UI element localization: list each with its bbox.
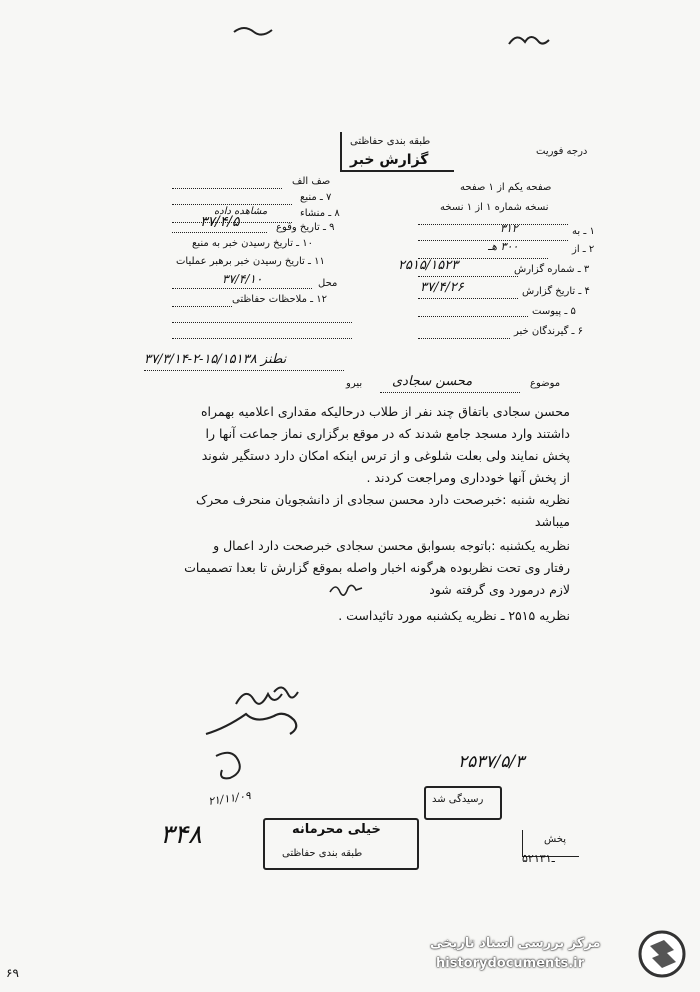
report-no-label: ۳ ـ شماره گزارش [514, 264, 590, 275]
subject-label: موضوع [530, 378, 561, 389]
body-line: نظریه شنبه :خبرصحت دارد محسن سجادی از دانشجویان منحرف محرک [195, 492, 570, 507]
body-line: نظریه ۲۵۱۵ ـ نظریه یکشنبه مورد تائیداست . [338, 608, 570, 623]
body-line: محسن سجادی باتفاق چند نفر از طلاب درحالیکه مقداری اعلامیه بهمراه [200, 404, 570, 419]
origin-label: ۸ ـ منشاء [300, 208, 340, 219]
event-date-value: ۳۷/۴/۵ [200, 214, 240, 230]
source-label: ۷ ـ منبع [300, 192, 332, 203]
body-line: رفتار وی تحت نظربوده هرگونه اخبار واصله بموقع گزارش تا بعدا تصمیمات [184, 560, 570, 575]
from-value: ۳۰۰ هـ [488, 240, 519, 253]
report-title: گزارش خبر [350, 152, 429, 168]
handwritten-date-note: ۲۱/۱۱/۰۹ [207, 789, 252, 808]
classification-footer: طبقه بندی حفاظتی [282, 848, 363, 859]
form-code: ۵۲ـ۱۳۱ [522, 852, 555, 865]
handwritten-signature [176, 676, 326, 816]
subject-value: محسن سجادی [392, 374, 473, 389]
recipients-label: ۶ ـ گیرندگان خبر [514, 326, 584, 337]
initials-signature [326, 580, 366, 600]
page-label: صفحه یکم از ۱ صفحه [460, 182, 552, 193]
to-value: ۳۱۲ [500, 222, 518, 235]
classification-stamp-text: خیلی محرمانه [292, 822, 381, 837]
page-number: ۶۹ [6, 966, 19, 980]
urgency-label: درجه فوریت [536, 146, 588, 157]
from-label: ۲ ـ از [572, 244, 595, 255]
body-line: پخش نمایند ولی بعلت شلوغی و از ترس اینکه امکان دارد دستگیر شوند [201, 448, 570, 463]
remarks-label: ۱۲ ـ ملاحظات حفاظتی [232, 294, 327, 305]
place-label: محل [318, 278, 338, 289]
received-ops-label: ۱۱ ـ تاریخ رسیدن خبر برهبر عملیات [176, 256, 325, 267]
copy-label: نسخه شماره ۱ از ۱ نسخه [440, 202, 549, 213]
seen-stamp-text: رسیدگی شد [432, 794, 484, 805]
report-date-value: ۳۷/۴/۲۶ [420, 280, 464, 295]
to-label: ۱ ـ به [572, 226, 595, 237]
attachment-label: ۵ ـ پیوست [532, 306, 576, 317]
circulation-label: پخش [544, 834, 566, 845]
event-date-label: ۹ ـ تاریخ وقوع [276, 222, 335, 233]
body-line: میباشد [534, 514, 570, 529]
watermark-org-name: مرکز بررسی اسناد تاریخی [430, 936, 601, 951]
body-line: داشتند وارد مسجد جامع شدند که در موقع برگزاری نماز جماعت آنها را [205, 426, 570, 441]
received-source-label: ۱۰ ـ تاریخ رسیدن خبر به منبع [192, 238, 314, 249]
ink-mark [230, 20, 280, 40]
body-line: لازم درمورد وی گرفته شود [429, 582, 570, 597]
origin-value: مشاهده داده [214, 206, 268, 217]
report-date-label: ۴ ـ تاریخ گزارش [522, 286, 590, 297]
source-type-label: صف الف [292, 176, 331, 187]
margin-number: ۳۴۸ [160, 820, 202, 850]
classification-title: طبقه بندی حفاظتی [350, 136, 431, 147]
body-line: نظریه یکشنبه :باتوجه بسوابق محسن سجادی خبرصحت دارد اعمال و [213, 538, 570, 553]
watermark-site: historydocuments.ir [436, 956, 585, 971]
subject-bureau: بیرو [346, 378, 363, 389]
document-date: ۲۵۳۷/۵/۳ [458, 752, 525, 772]
ink-mark [505, 30, 555, 50]
place-value: ۳۷/۴/۱۰ [222, 272, 263, 286]
watermark-logo-icon [636, 928, 688, 980]
file-reference: ۳۷/۳/۱۴-۲-۱۵/۱۵۱۳۸ نطنز [144, 352, 287, 367]
report-no-value: ۲۵۱۵/۱۵۲۳ [398, 258, 459, 273]
body-line: از پخش آنها خودداری ومراجعت کردند . [366, 470, 570, 485]
